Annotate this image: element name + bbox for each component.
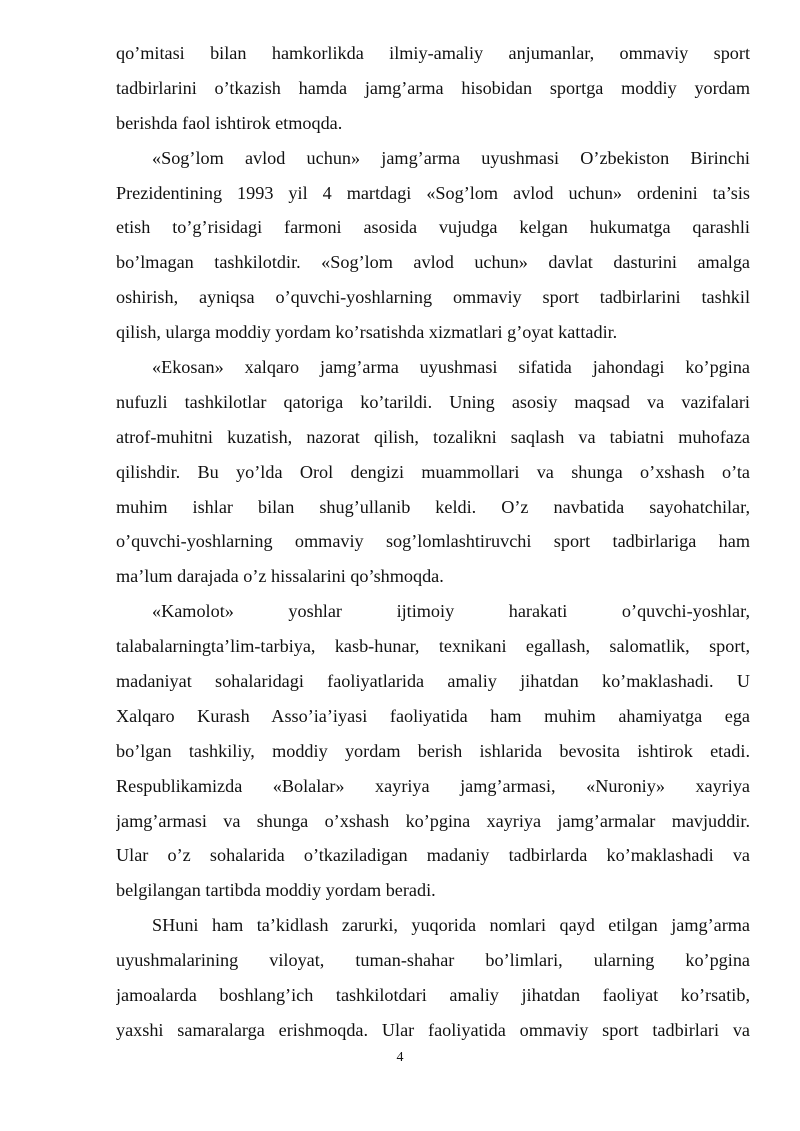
text-line: Respublikamizda «Bolalar» xayriya jamg’armasi, «Nuroniy» xayriya — [116, 775, 750, 796]
paragraph-3 — [116, 350, 750, 594]
document-page — [116, 36, 750, 1048]
text-line: qilishdir. Bu yo’lda Orol dengizi muammollari va shunga o’xshash o’ta — [116, 461, 750, 482]
text-line: Ular o’z sohalarida o’tkaziladigan madaniy tadbirlarda ko’maklashadi va — [116, 845, 750, 866]
text-line: berishda faol ishtirok etmoqda. — [116, 112, 343, 133]
text-line: uyushmalarining viloyat, tuman-shahar bo’limlari, ularning ko’pgina — [116, 950, 750, 971]
paragraph-4 — [116, 594, 750, 908]
text-line: Xalqaro Kurash Asso’ia’iyasi faoliyatida ham muhim ahamiyatga ega — [116, 705, 750, 726]
text-line: etish to’g’risidagi farmoni asosida vujudga kelgan hukumatga qarashli — [116, 217, 750, 238]
text-line: qilish, ularga moddiy yordam ko’rsatishda xizmatlari g’oyat kattadir. — [116, 322, 618, 343]
text-line: oshirish, ayniqsa o’quvchi-yoshlarning ommaviy sport tadbirlarini tashkil — [116, 287, 750, 308]
text-line: o’quvchi-yoshlarning ommaviy sog’lomlashtiruvchi sport tadbirlariga ham — [116, 531, 750, 552]
text-line: «Ekosan» xalqaro jamg’arma uyushmasi sifatida jahondagi ko’pgina — [152, 357, 750, 378]
text-line: tadbirlarini o’tkazish hamda jamg’arma hisobidan sportga moddiy yordam — [116, 77, 750, 98]
text-line: «Sog’lom avlod uchun» jamg’arma uyushmasi O’zbekiston Birinchi — [152, 147, 750, 168]
text-line: belgilangan tartibda moddiy yordam beradi. — [116, 880, 436, 901]
text-line: bo’lmagan tashkilotdir. «Sog’lom avlod uchun» davlat dasturini amalga — [116, 252, 750, 273]
text-line: atrof-muhitni kuzatish, nazorat qilish, tozalikni saqlash va tabiatni muhofaza — [116, 426, 750, 447]
text-line: Prezidentining 1993 yil 4 martdagi «Sog’lom avlod uchun» ordenini ta’sis — [116, 182, 750, 203]
text-line: SHuni ham ta’kidlash zarurki, yuqorida nomlari qayd etilgan jamg’arma — [152, 915, 750, 936]
text-line: ma’lum darajada o’z hissalarini qo’shmoqda. — [116, 566, 444, 587]
paragraph-1 — [116, 36, 750, 141]
text-line: muhim ishlar bilan shug’ullanib keldi. O’z navbatida sayohatchilar, — [116, 496, 750, 517]
text-line: yaxshi samaralarga erishmoqda. Ular faoliyatida ommaviy sport tadbirlari va — [116, 1019, 750, 1040]
text-line: nufuzli tashkilotlar qatoriga ko’tarildi. Uning asosiy maqsad va vazifalari — [116, 391, 750, 412]
text-line: jamg’armasi va shunga o’xshash ko’pgina xayriya jamg’armalar mavjuddir. — [116, 810, 750, 831]
text-line: madaniyat sohalaridagi faoliyatlarida amaliy jihatdan ko’maklashadi. U — [116, 671, 750, 692]
text-line: talabalarningta’lim-tarbiya, kasb-hunar, texnikani egallash, salomatlik, sport, — [116, 636, 750, 657]
page-number: 4 — [396, 1050, 404, 1065]
text-line: «Kamolot» yoshlar ijtimoiy harakati o’quvchi-yoshlar, — [152, 601, 750, 622]
paragraph-2 — [116, 141, 750, 350]
paragraph-5 — [116, 908, 750, 1048]
text-line: jamoalarda boshlang’ich tashkilotdari amaliy jihatdan faoliyat ko’rsatib, — [116, 985, 750, 1006]
text-line: bo’lgan tashkiliy, moddiy yordam berish ishlarida bevosita ishtirok etadi. — [116, 740, 750, 761]
text-line: qo’mitasi bilan hamkorlikda ilmiy-amaliy anjumanlar, ommaviy sport — [116, 43, 750, 63]
